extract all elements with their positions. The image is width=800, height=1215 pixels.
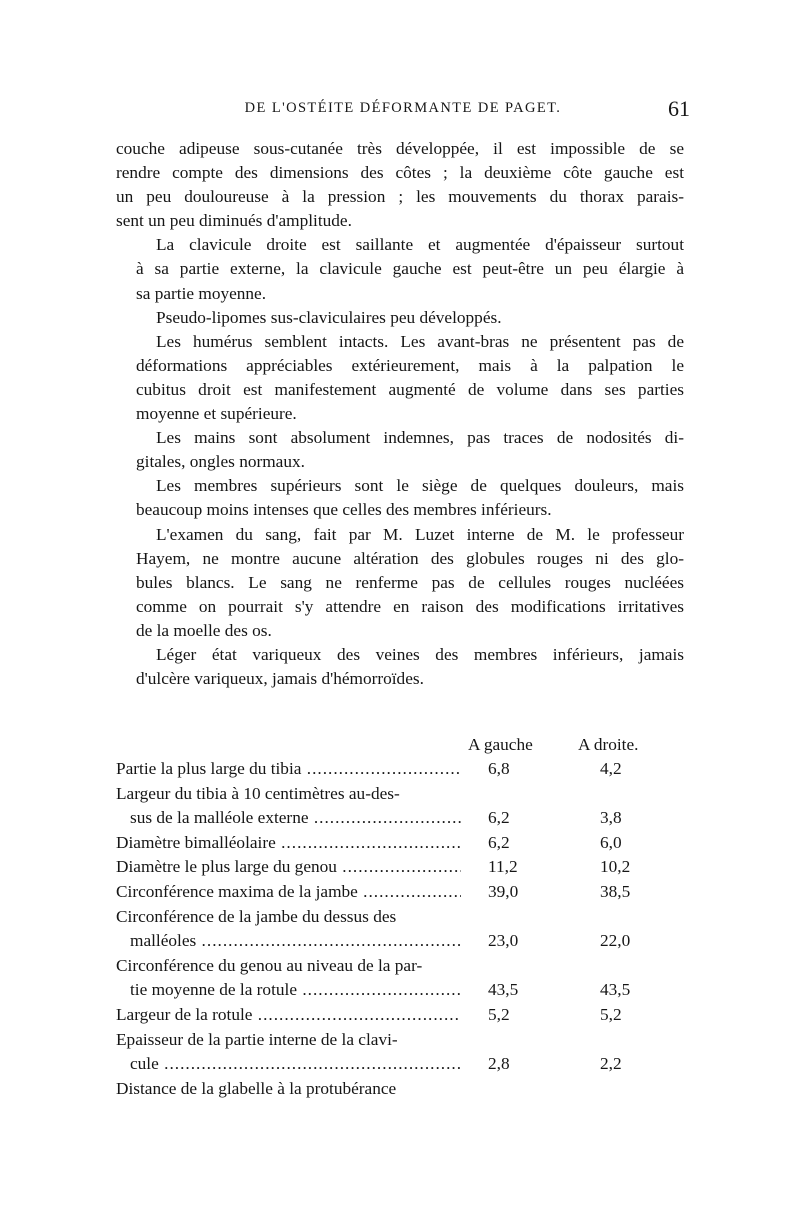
table-header [116,733,690,757]
column-header-right: A droite. [578,735,639,754]
value-left: 2,8 [488,1054,510,1074]
text-line: Les humérus semblent intacts. Les avant-bras ne présentent pas de [156,331,684,351]
value-right: 38,5 [600,881,631,901]
row-label-text: Circonférence maxima de la jambe [116,881,358,901]
text-line: de la moelle des os. [136,620,272,640]
row-label [116,880,461,905]
row-label-text: Diamètre bimalléolaire [116,832,276,852]
row-label-text: Partie la plus large du tibia [116,759,302,778]
table-row [116,1028,690,1053]
value-right: 43,5 [600,980,631,1000]
paragraph [116,643,684,691]
value-right: 2,2 [600,1054,622,1074]
measurement-table [116,733,690,1101]
table-row [116,880,690,905]
table-row [116,929,690,954]
row-label-text: Largeur du tibia à 10 centimètres au-des- [116,783,400,803]
row-label [116,831,461,856]
text-line: sent un peu diminués d'amplitude. [116,211,352,231]
text-line: comme on pourrait s'y attendre en raison des modifications irritatives [136,596,684,616]
value-right: 10,2 [600,857,631,877]
row-label [116,929,461,954]
row-label-text: tie moyenne de la rotule [130,980,297,1000]
paragraph [116,474,684,522]
row-label [116,806,461,831]
row-label-text: Circonférence du genou au niveau de la par- [116,955,423,975]
row-label [116,978,461,1003]
running-title: DE L'OSTÉITE DÉFORMANTE DE PAGET. [244,100,562,116]
value-right: 22,0 [600,931,631,951]
text-line: L'examen du sang, fait par M. Luzet interne de M. le professeur [156,524,684,544]
body-text [116,137,684,691]
row-label-text: Largeur de la rotule [116,1004,253,1024]
column-header-left: A gauche [468,735,533,754]
table-row [116,831,690,856]
row-label [116,905,461,930]
text-line: Pseudo-lipomes sus-claviculaires peu développés. [156,307,502,327]
value-left: 11,2 [488,857,518,877]
table-row [116,806,690,831]
text-line: déformations appréciables extérieurement, mais à la palpation le [136,355,684,375]
text-line: à sa partie externe, la clavicule gauche est peut-être un peu élargie à [136,259,684,279]
row-label [116,855,461,880]
table-row [116,1003,690,1028]
value-right: 6,0 [600,832,622,852]
table-row [116,954,690,979]
row-label [116,1052,461,1077]
row-label [116,782,461,807]
paragraph [116,426,684,474]
table-row [116,757,690,782]
paragraph [116,330,684,426]
paragraph [116,306,684,330]
row-label-text: Diamètre le plus large du genou [116,857,337,877]
row-label [116,1077,461,1102]
value-right: 3,8 [600,808,622,828]
text-line: beaucoup moins intenses que celles des membres inférieurs. [136,500,552,520]
value-left: 6,2 [488,808,510,828]
table-row [116,1077,690,1102]
text-line: Les mains sont absolument indemnes, pas traces de nodosités di- [156,428,684,448]
text-line: bules blancs. Le sang ne renferme pas de cellules rouges nucléées [136,572,684,592]
text-line: Hayem, ne montre aucune altération des globules rouges ni des glo- [136,548,684,568]
table-row [116,978,690,1003]
row-label-text: Distance de la glabelle à la protubérance [116,1078,397,1098]
row-label-text: malléoles [130,931,197,951]
row-label-text: cule [130,1054,159,1074]
value-right: 4,2 [600,759,622,778]
text-line: gitales, ongles normaux. [136,452,305,472]
row-label-text: Circonférence de la jambe du dessus des [116,906,397,926]
text-line: moyenne et supérieure. [136,404,297,424]
table-row [116,905,690,930]
text-line: cubitus droit est manifestement augmenté de volume dans ses parties [136,379,684,399]
value-left: 6,2 [488,832,510,852]
table-rows [116,757,690,1101]
value-left: 39,0 [488,881,519,901]
text-line: couche adipeuse sous-cutanée très développée, il est impossible de se [116,139,684,158]
paragraph [116,523,684,643]
value-left: 23,0 [488,931,519,951]
text-line: Léger état variqueux des veines des membres inférieurs, jamais [156,644,684,664]
row-label [116,1003,461,1028]
text-line: un peu douloureuse à la pression ; les mouvements du thorax parais- [116,187,684,207]
page-number: 61 [668,96,690,121]
text-line: La clavicule droite est saillante et augmentée d'épaisseur surtout [156,235,684,255]
value-left: 43,5 [488,980,519,1000]
value-right: 5,2 [600,1004,622,1024]
text-line: sa partie moyenne. [136,283,267,303]
row-label-text: sus de la malléole externe [130,808,309,828]
paragraph [116,233,684,305]
row-label [116,954,461,979]
row-label [116,757,461,782]
text-line: Les membres supérieurs sont le siège de quelques douleurs, mais [156,476,684,496]
value-left: 5,2 [488,1004,510,1024]
value-left: 6,8 [488,759,510,778]
table-row [116,782,690,807]
table-row [116,855,690,880]
running-header [116,96,690,126]
row-label [116,1028,461,1053]
paragraph [116,137,684,233]
text-line: d'ulcère variqueux, jamais d'hémorroïdes. [136,669,424,689]
row-label-text: Epaisseur de la partie interne de la clavi- [116,1029,398,1049]
text-line: rendre compte des dimensions des côtes ; la deuxième côte gauche est [116,163,684,183]
table-row [116,1052,690,1077]
